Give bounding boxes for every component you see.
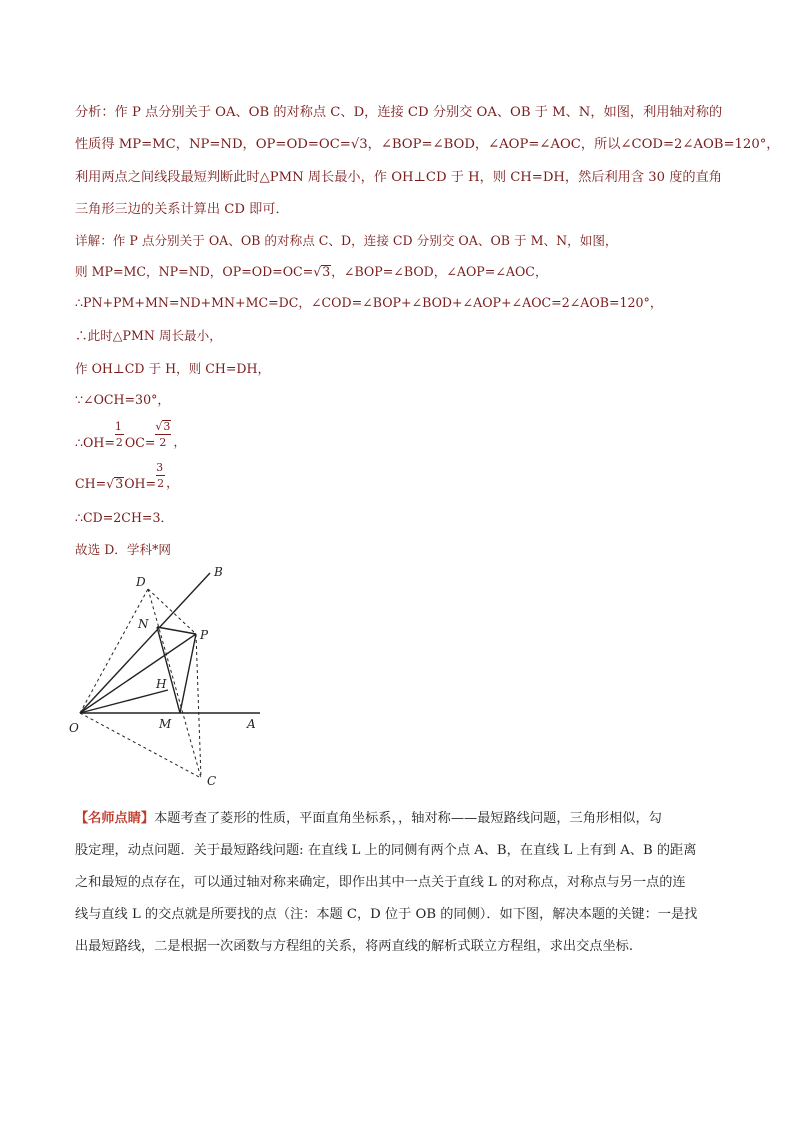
dashed-oc	[80, 713, 201, 778]
detail-line-7b: OC=	[124, 435, 156, 450]
detail-line-2b: ，∠BOP=∠BOD，∠AOP=∠AOC，	[331, 264, 548, 279]
fraction-sqrt3-over-2: $\frac{√3}{2}$	[155, 420, 171, 449]
label-a: A	[247, 717, 256, 731]
detail-line-2a: 则 MP=MC，NP=ND，OP=OD=OC=	[75, 264, 314, 279]
label-o: O	[69, 721, 79, 735]
label-n: N	[138, 617, 149, 631]
detail-line-4: ∴此时△PMN 周长最小，	[75, 328, 222, 343]
analysis-line-1: 分析：作 P 点分别关于 OA、OB 的对称点 C、D，连接 CD 分别交 OA、OB 于 M、N，如图，利用轴对称的	[75, 105, 723, 120]
tip-line-4: 线与直线 L 的交点就是所要找的点（注：本题 C，D 位于 OB 的同侧）．如下图，解决本题的关键：一是找	[75, 907, 698, 922]
analysis-line-4: 三角形三边的关系计算出 CD 即可．	[75, 202, 289, 217]
analysis-line-2: 性质得 MP=MC，NP=ND，OP=OD=OC=√3，∠BOP=∠BOD，∠AOP=∠AOC，所以∠COD=2∠AOB=120°，	[75, 137, 780, 152]
label-p: P	[200, 628, 209, 642]
detail-line-2	[75, 261, 548, 280]
detail-line-7	[75, 420, 186, 450]
analysis-line-3: 利用两点之间线段最短判断此时△PMN 周长最小，作 OH⊥CD 于 H，则 CH=DH，然后利用含 30 度的直角	[75, 170, 722, 185]
tip-line-2: 股定理，动点问题．关于最短路线问题: 在直线 L 上的同侧有两个点 A、B，在直线 L 上有到 A、B 的距离	[75, 843, 697, 858]
fraction-one-half: $\frac{1}{2}$	[114, 420, 123, 449]
label-h: H	[156, 677, 167, 691]
detail-line-9: ∴CD=2CH=3．	[75, 510, 174, 525]
sqrt-3: √3	[313, 264, 331, 279]
segment-mn	[157, 627, 180, 713]
detail-line-7a: ∴OH=	[75, 435, 115, 450]
tip-heading: 【名师点睛】	[75, 811, 155, 826]
geometry-figure	[60, 560, 280, 790]
label-d: D	[136, 575, 146, 589]
detail-line-7c: ，	[173, 434, 186, 449]
teacher-tip	[75, 803, 725, 963]
segment-oh	[80, 690, 168, 713]
detail-line-5: 作 OH⊥CD 于 H，则 CH=DH，	[75, 361, 271, 376]
tip-line-5: 出最短路线，二是根据一次函数与方程组的关系，将两直线的解析式联立方程组，求出交点坐标.	[75, 939, 634, 954]
detail-line-8	[75, 461, 179, 491]
label-m: M	[159, 717, 172, 731]
detail-line-1: 详解：作 P 点分别关于 OA、OB 的对称点 C、D，连接 CD 分别交 OA、OB 于 M、N，如图，	[75, 233, 618, 248]
fraction-three-halves: $\frac{3}{2}$	[156, 461, 165, 490]
detail-line-6: ∵∠OCH=30°，	[75, 392, 170, 407]
segment-np	[157, 627, 196, 634]
label-b: B	[214, 565, 223, 579]
detail-line-8a: CH=	[75, 476, 107, 491]
sqrt-3-b: √3	[106, 476, 124, 491]
dashed-pc	[196, 634, 201, 778]
ray-ob	[80, 573, 210, 713]
detail-line-8b: OH=	[124, 476, 157, 491]
tip-line-1: 【名师点睛】本题考查了菱形的性质，平面直角坐标系，，轴对称——最短路线问题，三角形相似，勾	[75, 811, 662, 826]
label-c: C	[207, 774, 217, 788]
detail-line-3: ∴PN+PM+MN=ND+MN+MC=DC，∠COD=∠BOP+∠BOD+∠AOP+∠AOC=2∠AOB=120°，	[75, 295, 663, 310]
tip-line-3: 之和最短的点存在，可以通过轴对称来确定，即作出其中一点关于直线 L 的对称点，对称点与另一点的连	[75, 875, 686, 890]
segment-mp	[180, 634, 196, 713]
detail-line-8c: ，	[166, 475, 179, 490]
segment-op	[80, 634, 196, 713]
detail-line-10: 故选 D．学科*网	[75, 542, 171, 557]
